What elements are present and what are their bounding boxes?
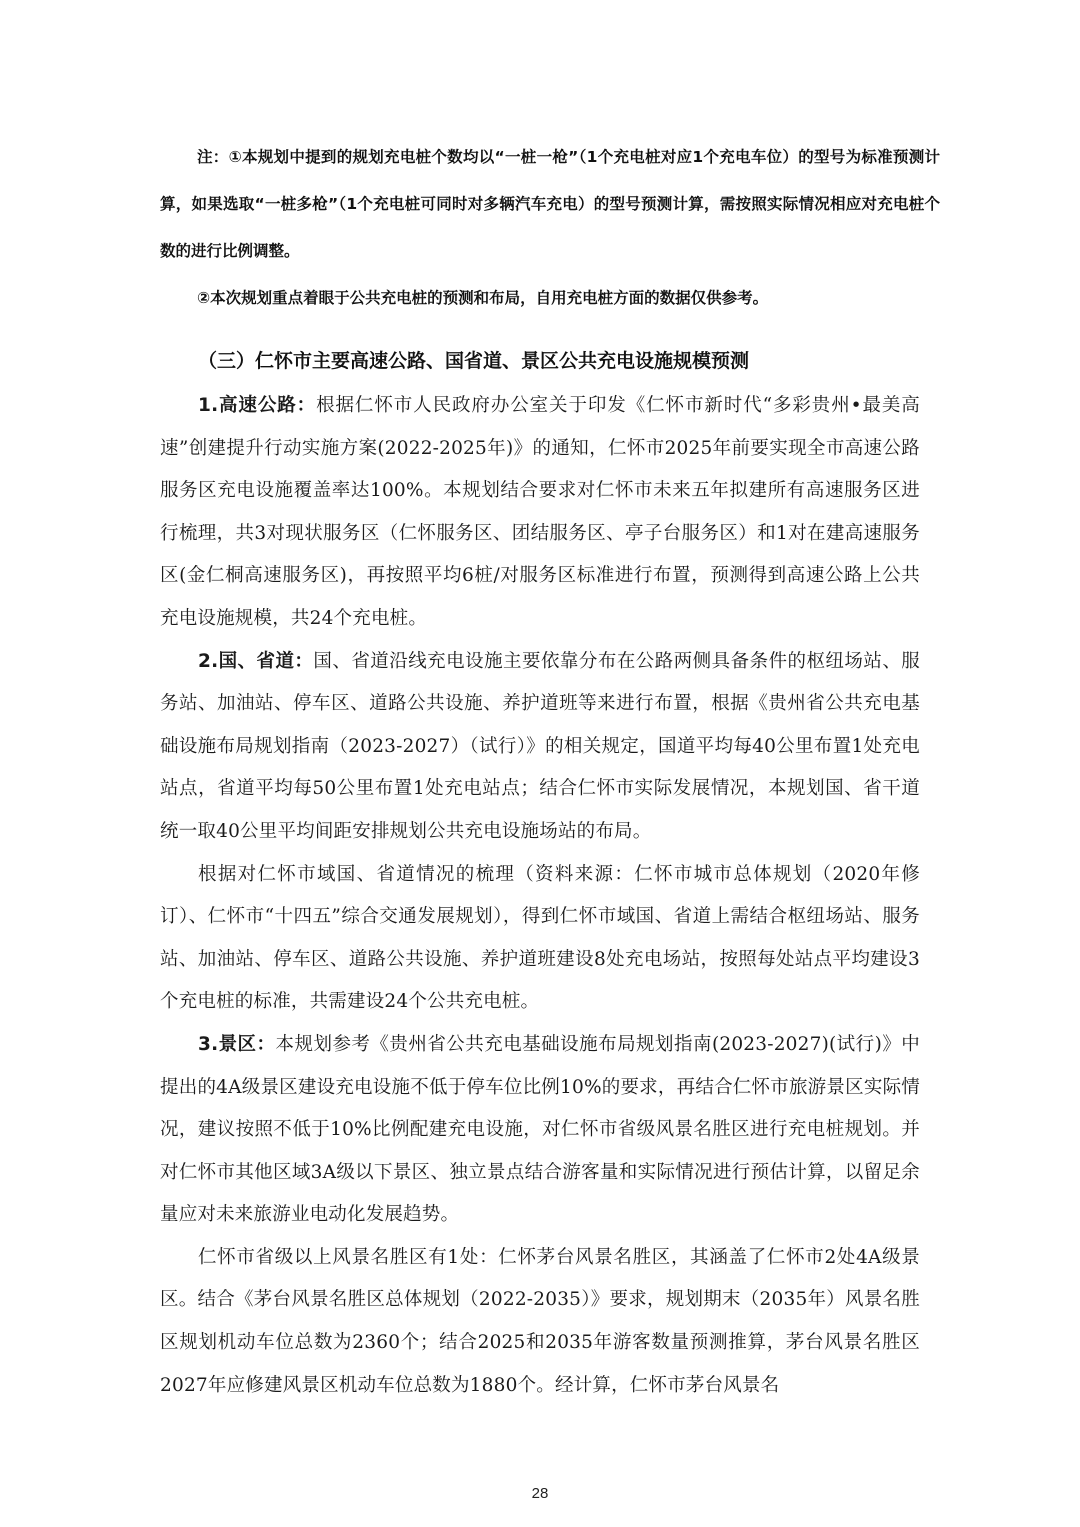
paragraph-text: 仁怀市省级以上风景名胜区有1处：仁怀茅台风景名胜区，其涵盖了仁怀市2处4A级景区。结合《茅台风景名胜区总体规划（2022-2035）》要求，规划期末（2035年）风景名胜区规划机动车位总数为2360个；结合2025和2035年游客数量预测推算，茅台风景名胜区2027年应修建风景区机动车位总数为1880个。经计算，仁怀市茅台风景名 [160, 1246, 920, 1396]
paragraph-lead: 3.景区： [198, 1033, 276, 1055]
paragraph-national-provincial-roads [160, 641, 920, 854]
paragraph-text: 根据对仁怀市域国、省道情况的梳理（资料来源：仁怀市城市总体规划（2020年修订）、仁怀市“十四五”综合交通发展规划），得到仁怀市域国、省道上需结合枢纽场站、服务站、加油站、停车区、道路公共设施、养护道班建设8处充电场站，按照每处站点平均建设3个充电桩的标准，共需建设24个公共充电桩。 [160, 863, 920, 1013]
paragraph-expressway [160, 385, 920, 641]
paragraph-lead: 1.高速公路： [198, 395, 317, 416]
section-heading: （三）仁怀市主要高速公路、国省道、景区公共充电设施规模预测 [198, 350, 750, 372]
paragraph-text: 国、省道沿线充电设施主要依靠分布在公路两侧具备条件的枢纽场站、服务站、加油站、停车区、道路公共设施、养护道班等来进行布置，根据《贵州省公共充电基础设施布局规划指南（2023-2027）（试行）》的相关规定，国道平均每40公里布置1处充电站点，省道平均每50公里布置1处充电站点；结合仁怀市实际发展情况，本规划国、省干道统一取40公里平均间距安排规划公共充电设施场站的布局。 [160, 650, 920, 842]
page-number: 28 [531, 1485, 549, 1502]
paragraph-text: 本规划参考《贵州省公共充电基础设施布局规划指南(2023-2027)(试行)》中提出的4A级景区建设充电设施不低于停车位比例10%的要求，再结合仁怀市旅游景区实际情况，建议按照不低于10%比例配建充电设施，对仁怀市省级风景名胜区进行充电桩规划。并对仁怀市其他区域3A级以下景区、独立景点结合游客量和实际情况进行预估计算，以留足余量应对未来旅游业电动化发展趋势。 [160, 1033, 920, 1226]
paragraph-maotai-scenic [160, 1237, 920, 1407]
paragraph-lead: 2.国、省道： [198, 650, 314, 672]
section-body [160, 338, 920, 1407]
paragraph-road-survey [160, 854, 920, 1024]
note-1: 注：①本规划中提到的规划充电桩个数均以“一桩一枪”（1个充电桩对应1个充电车位）的型号为标准预测计算，如果选取“一桩多枪”（1个充电桩可同时对多辆汽车充电）的型号预测计算，需按照实际情况相应对充电桩个数的进行比例调整。 [160, 148, 940, 260]
note-2: ②本次规划重点着眼于公共充电桩的预测和布局，自用充电桩方面的数据仅供参考。 [197, 289, 769, 307]
notes-block [160, 134, 940, 322]
paragraph-scenic-areas [160, 1024, 920, 1237]
paragraph-text: 根据仁怀市人民政府办公室关于印发《仁怀市新时代“多彩贵州•最美高速”创建提升行动实施方案(2022-2025年)》的通知，仁怀市2025年前要实现全市高速公路服务区充电设施覆盖率达100%。本规划结合要求对仁怀市未来五年拟建所有高速服务区进行梳理，共3对现状服务区（仁怀服务区、团结服务区、亭子台服务区）和1对在建高速服务区(金仁桐高速服务区)，再按照平均6桩/对服务区标准进行布置，预测得到高速公路上公共充电设施规模，共24个充电桩。 [160, 395, 920, 629]
